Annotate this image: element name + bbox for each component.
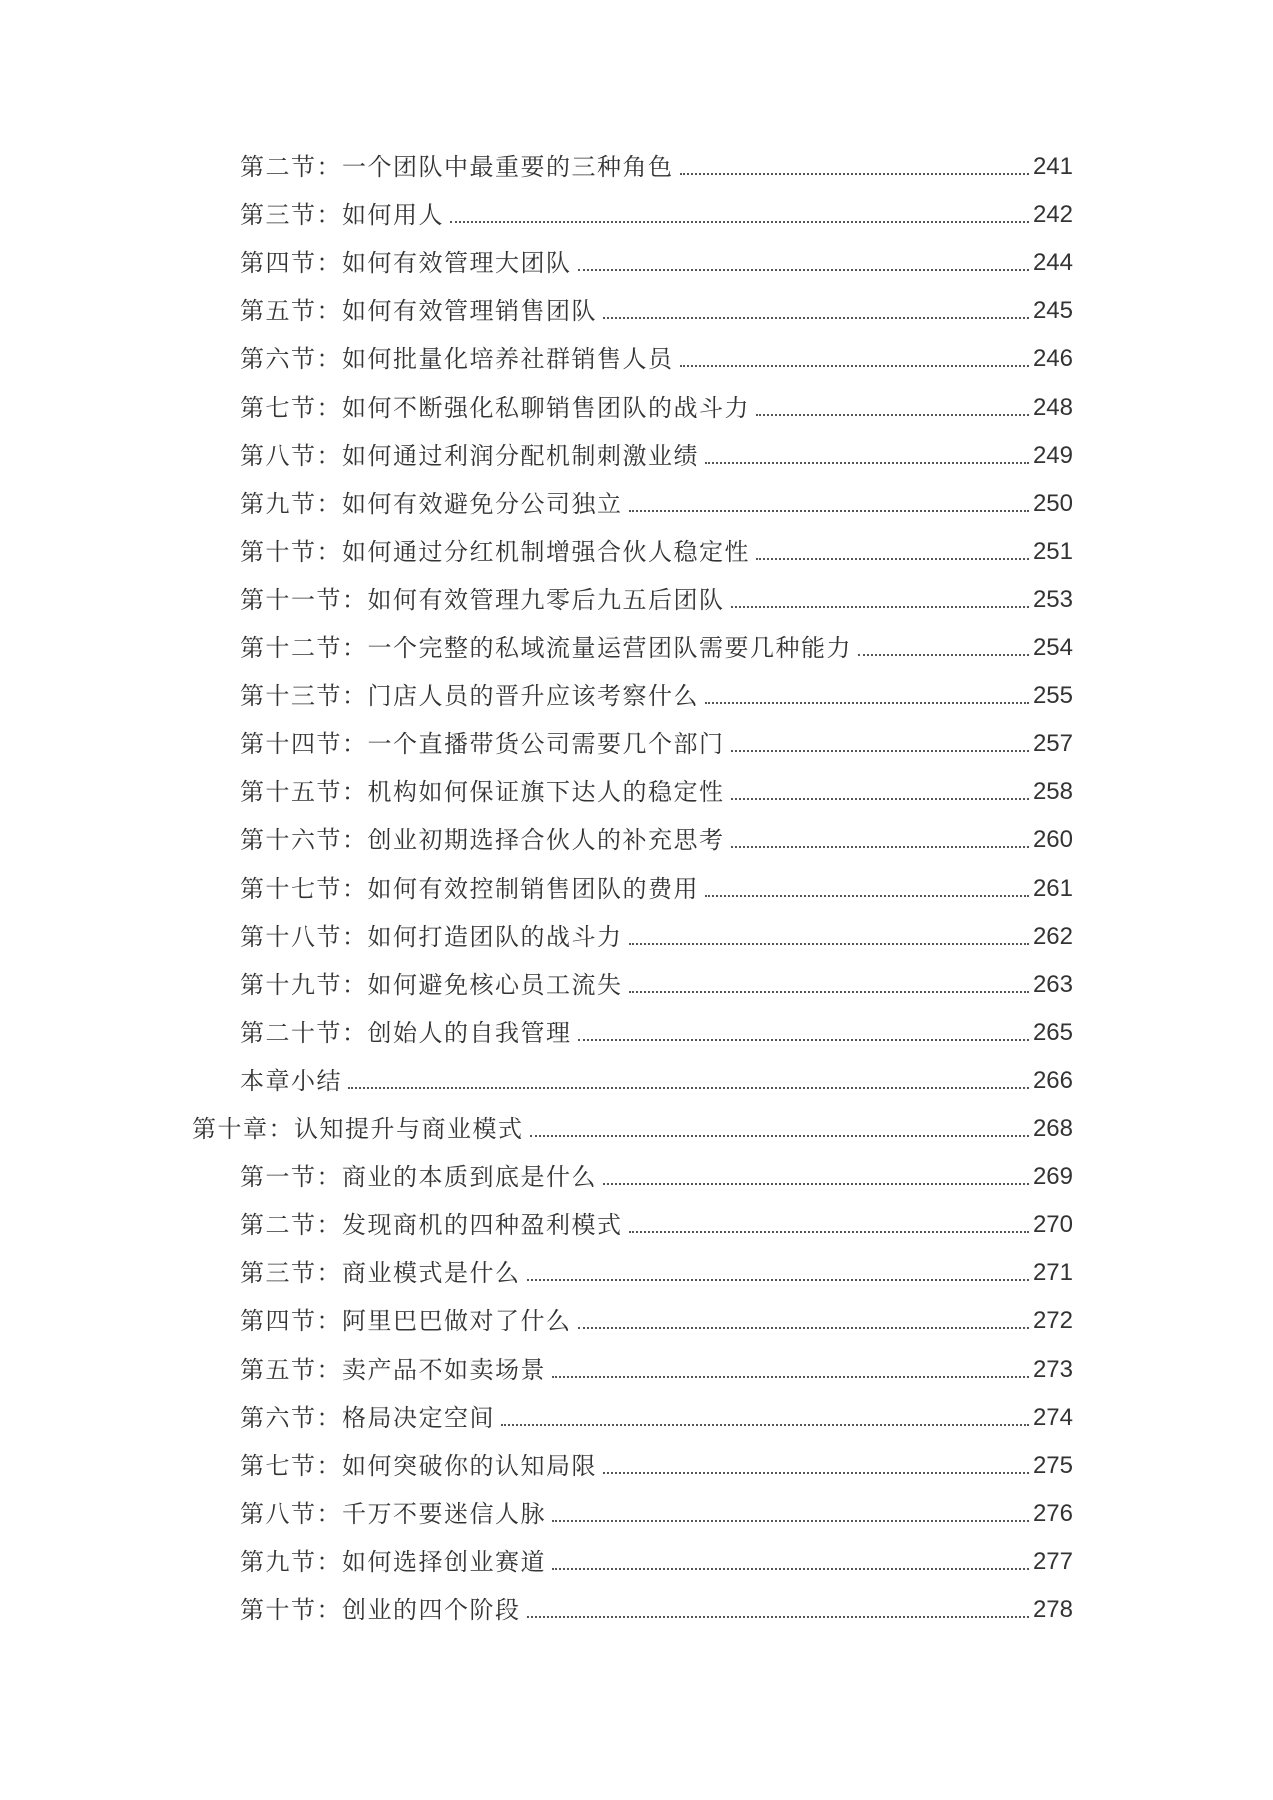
- toc-entry-page-number: 245: [1032, 297, 1073, 324]
- toc-dot-leader: [578, 269, 1029, 271]
- toc-dot-leader: [705, 895, 1029, 897]
- toc-entry-title: 第十六节：创业初期选择合伙人的补充思考: [240, 826, 725, 854]
- toc-entry-section[interactable]: [240, 1248, 1073, 1288]
- toc-entry-title: 第十三节：门店人员的晋升应该考察什么: [240, 682, 699, 710]
- toc-entry-title: 第二节：发现商机的四种盈利模式: [240, 1211, 623, 1239]
- toc-entry-section[interactable]: [240, 575, 1073, 615]
- toc-entry-title: 第六节：如何批量化培养社群销售人员: [240, 345, 674, 373]
- toc-dot-leader: [629, 1231, 1029, 1233]
- toc-entry-title: 第二节：一个团队中最重要的三种角色: [240, 153, 674, 181]
- toc-entry-page-number: 241: [1032, 153, 1073, 180]
- toc-entry-section[interactable]: [240, 767, 1073, 807]
- toc-dot-leader: [578, 1039, 1029, 1041]
- toc-entry-title: 第五节：如何有效管理销售团队: [240, 297, 597, 325]
- toc-entry-page-number: 261: [1032, 875, 1073, 902]
- toc-entry-page-number: 260: [1032, 826, 1073, 853]
- toc-entry-page-number: 272: [1032, 1307, 1073, 1334]
- toc-entry-title: 第三节：商业模式是什么: [240, 1259, 521, 1287]
- toc-entry-section[interactable]: [240, 334, 1073, 374]
- toc-entry-page-number: 278: [1032, 1596, 1073, 1623]
- toc-entry-section[interactable]: [240, 1296, 1073, 1336]
- toc-dot-leader: [629, 943, 1029, 945]
- toc-entry-title: 第四节：如何有效管理大团队: [240, 249, 572, 277]
- toc-entry-title: 第十五节：机构如何保证旗下达人的稳定性: [240, 778, 725, 806]
- toc-entry-section[interactable]: [240, 1345, 1073, 1385]
- toc-entry-page-number: 275: [1032, 1452, 1073, 1479]
- toc-entry-title: 第四节：阿里巴巴做对了什么: [240, 1307, 572, 1335]
- toc-dot-leader: [705, 462, 1029, 464]
- toc-dot-leader: [858, 654, 1029, 656]
- toc-entry-page-number: 276: [1032, 1500, 1073, 1527]
- toc-entry-page-number: 262: [1032, 923, 1073, 950]
- toc-entry-section[interactable]: [240, 286, 1073, 326]
- toc-entry-title: 第十九节：如何避免核心员工流失: [240, 971, 623, 999]
- toc-entry-section[interactable]: [240, 142, 1073, 182]
- toc-entry-title: 第九节：如何有效避免分公司独立: [240, 490, 623, 518]
- toc-entry-title: 本章小结: [240, 1067, 342, 1095]
- toc-dot-leader: [731, 750, 1029, 752]
- toc-dot-leader: [603, 1472, 1029, 1474]
- toc-entry-section[interactable]: [240, 815, 1073, 855]
- toc-entry-page-number: 249: [1032, 442, 1073, 469]
- toc-entry-page-number: 265: [1032, 1019, 1073, 1046]
- toc-entry-title: 第十四节：一个直播带货公司需要几个部门: [240, 730, 725, 758]
- toc-entry-section[interactable]: [240, 719, 1073, 759]
- toc-entry-section[interactable]: [240, 1489, 1073, 1529]
- toc-entry-title: 第九节：如何选择创业赛道: [240, 1548, 546, 1576]
- toc-entry-title: 第五节：卖产品不如卖场景: [240, 1356, 546, 1384]
- toc-entry-title: 第十一节：如何有效管理九零后九五后团队: [240, 586, 725, 614]
- toc-dot-leader: [731, 606, 1029, 608]
- toc-entry-chapter[interactable]: [192, 1104, 1073, 1144]
- toc-entry-section[interactable]: [240, 864, 1073, 904]
- toc-entry-section[interactable]: [240, 479, 1073, 519]
- toc-entry-title: 第二十节：创始人的自我管理: [240, 1019, 572, 1047]
- toc-dot-leader: [527, 1616, 1029, 1618]
- toc-dot-leader: [731, 846, 1029, 848]
- toc-entry-page-number: 254: [1032, 634, 1073, 661]
- toc-entry-title: 第八节：如何通过利润分配机制刺激业绩: [240, 442, 699, 470]
- toc-dot-leader: [629, 991, 1029, 993]
- toc-entry-title: 第十八节：如何打造团队的战斗力: [240, 923, 623, 951]
- toc-entry-page-number: 248: [1032, 394, 1073, 421]
- toc-entry-section[interactable]: [240, 527, 1073, 567]
- toc-dot-leader: [680, 365, 1029, 367]
- toc-entry-section[interactable]: [240, 190, 1073, 230]
- toc-dot-leader: [578, 1327, 1029, 1329]
- toc-entry-section[interactable]: [240, 1537, 1073, 1577]
- toc-entry-section[interactable]: [240, 623, 1073, 663]
- toc-entry-title: 第十章：认知提升与商业模式: [192, 1115, 524, 1143]
- toc-entry-page-number: 251: [1032, 538, 1073, 565]
- toc-entry-title: 第三节：如何用人: [240, 201, 444, 229]
- toc-entry-page-number: 277: [1032, 1548, 1073, 1575]
- toc-entry-title: 第六节：格局决定空间: [240, 1404, 495, 1432]
- toc-dot-leader: [756, 558, 1029, 560]
- toc-entry-page-number: 274: [1032, 1404, 1073, 1431]
- toc-entry-page-number: 263: [1032, 971, 1073, 998]
- toc-entry-section[interactable]: [240, 1008, 1073, 1048]
- toc-entry-section[interactable]: [240, 1585, 1073, 1625]
- toc-entry-page-number: 246: [1032, 345, 1073, 372]
- toc-entry-section[interactable]: [240, 383, 1073, 423]
- toc-entry-title: 第七节：如何不断强化私聊销售团队的战斗力: [240, 394, 750, 422]
- toc-dot-leader: [552, 1376, 1029, 1378]
- toc-entry-page-number: 269: [1032, 1163, 1073, 1190]
- toc-entry-page-number: 268: [1032, 1115, 1073, 1142]
- toc-dot-leader: [501, 1424, 1029, 1426]
- toc-dot-leader: [705, 702, 1029, 704]
- toc-entry-page-number: 273: [1032, 1356, 1073, 1383]
- toc-entry-section[interactable]: [240, 960, 1073, 1000]
- toc-entry-section[interactable]: [240, 912, 1073, 952]
- toc-dot-leader: [527, 1279, 1029, 1281]
- toc-dot-leader: [756, 414, 1029, 416]
- toc-dot-leader: [629, 510, 1029, 512]
- toc-entry-title: 第七节：如何突破你的认知局限: [240, 1452, 597, 1480]
- toc-entry-summary[interactable]: [240, 1056, 1073, 1096]
- toc-dot-leader: [552, 1520, 1029, 1522]
- toc-entry-title: 第十二节：一个完整的私域流量运营团队需要几种能力: [240, 634, 852, 662]
- toc-entry-section[interactable]: [240, 1152, 1073, 1192]
- toc-entry-section[interactable]: [240, 1200, 1073, 1240]
- toc-entry-section[interactable]: [240, 238, 1073, 278]
- toc-entry-page-number: 271: [1032, 1259, 1073, 1286]
- toc-entry-page-number: 257: [1032, 730, 1073, 757]
- toc-entry-title: 第八节：千万不要迷信人脉: [240, 1500, 546, 1528]
- toc-entry-section[interactable]: [240, 671, 1073, 711]
- toc-entry-page-number: 255: [1032, 682, 1073, 709]
- toc-entry-section[interactable]: [240, 1393, 1073, 1433]
- toc-dot-leader: [348, 1087, 1029, 1089]
- toc-dot-leader: [530, 1135, 1029, 1137]
- toc-dot-leader: [450, 221, 1029, 223]
- toc-dot-leader: [603, 317, 1029, 319]
- toc-entry-page-number: 258: [1032, 778, 1073, 805]
- toc-entry-section[interactable]: [240, 1441, 1073, 1481]
- toc-dot-leader: [552, 1568, 1029, 1570]
- toc-dot-leader: [603, 1183, 1029, 1185]
- toc-entry-title: 第十节：如何通过分红机制增强合伙人稳定性: [240, 538, 750, 566]
- toc-dot-leader: [680, 173, 1029, 175]
- toc-entry-title: 第十七节：如何有效控制销售团队的费用: [240, 875, 699, 903]
- toc-entry-title: 第一节：商业的本质到底是什么: [240, 1163, 597, 1191]
- toc-entry-page-number: 242: [1032, 201, 1073, 228]
- toc-dot-leader: [731, 798, 1029, 800]
- toc-entry-title: 第十节：创业的四个阶段: [240, 1596, 521, 1624]
- toc-entry-section[interactable]: [240, 431, 1073, 471]
- toc-entry-page-number: 266: [1032, 1067, 1073, 1094]
- toc-entry-page-number: 253: [1032, 586, 1073, 613]
- toc-entry-page-number: 250: [1032, 490, 1073, 517]
- toc-entry-page-number: 270: [1032, 1211, 1073, 1238]
- toc-entry-page-number: 244: [1032, 249, 1073, 276]
